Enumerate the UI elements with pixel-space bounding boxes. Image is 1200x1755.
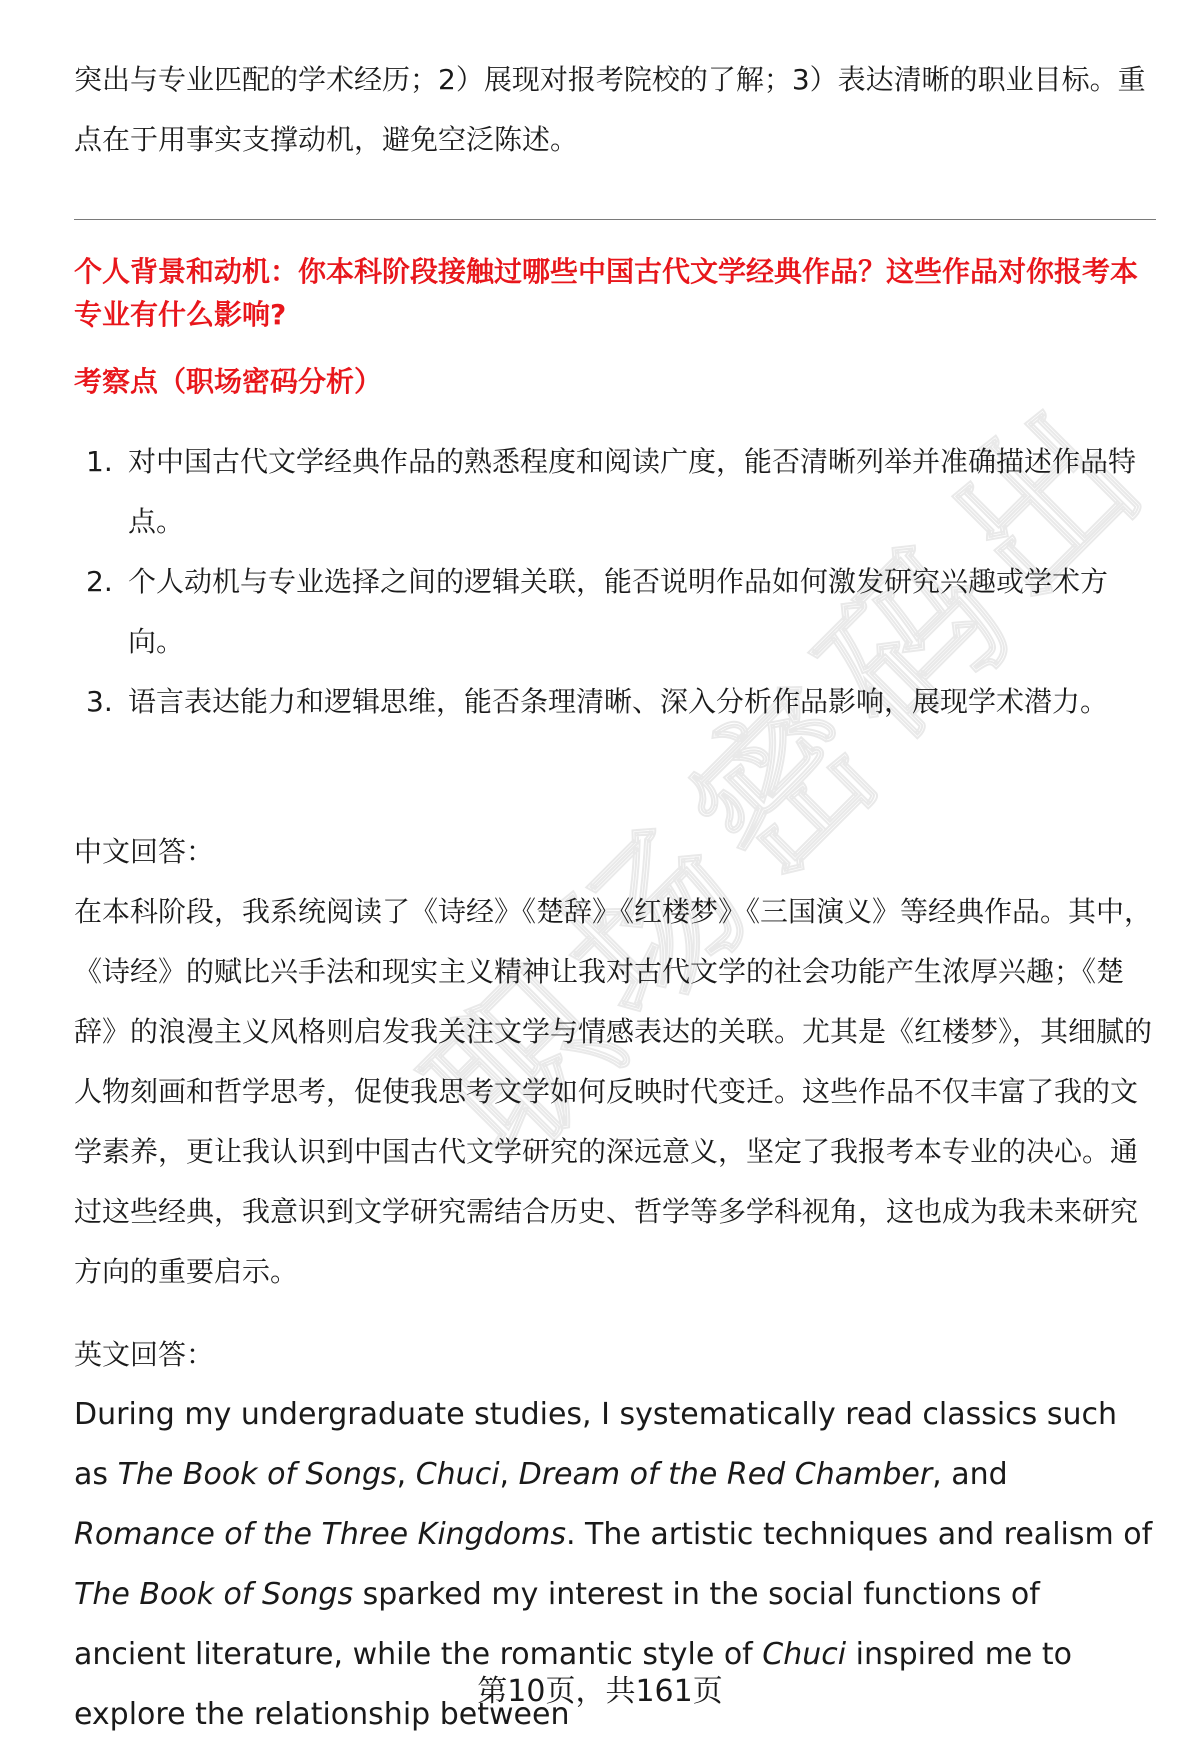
- english-text-segment: ,: [396, 1457, 416, 1492]
- book-title: Romance of the Three Kingdoms: [74, 1517, 566, 1552]
- list-item-text: 语言表达能力和逻辑思维，能否条理清晰、深入分析作品影响，展现学术潜力。: [128, 685, 1109, 718]
- list-number: 2.: [86, 565, 113, 598]
- question-heading: 个人背景和动机：你本科阶段接触过哪些中国古代文学经典作品？这些作品对你报考本专业有什么影响?: [74, 255, 1139, 331]
- book-title: The Book of Songs: [117, 1457, 397, 1492]
- watermark: 职 场 密 码 出: [394, 374, 1176, 1196]
- intro-paragraph: 突出与专业匹配的学术经历；2）展现对报考院校的了解；3）表达清晰的职业目标。重点在于用事实支撑动机，避免空泛陈述。: [74, 63, 1146, 156]
- english-text-segment: inspired me to explore the relationship between: [74, 1637, 1073, 1732]
- list-number: 1.: [86, 445, 113, 478]
- book-title: Chuci: [762, 1637, 847, 1672]
- english-text-segment: , and: [932, 1457, 1008, 1492]
- list-item-text: 个人动机与专业选择之间的逻辑关联，能否说明作品如何激发研究兴趣或学术方向。: [128, 565, 1109, 658]
- book-title: Dream of the Red Chamber: [518, 1457, 933, 1492]
- book-title: Chuci: [415, 1457, 500, 1492]
- chinese-answer-label: 中文回答：: [74, 835, 215, 868]
- list-item: [74, 432, 1156, 552]
- english-text-segment: . The artistic techniques and realism of: [565, 1517, 1153, 1552]
- section-divider: [74, 219, 1156, 220]
- page-number: 第10页，共161页: [477, 1674, 723, 1709]
- assessment-list: [74, 432, 1156, 732]
- list-item: [74, 552, 1156, 672]
- list-item-text: 对中国古代文学经典作品的熟悉程度和阅读广度，能否清晰列举并准确描述作品特点。: [128, 445, 1137, 538]
- chinese-answer-text: 在本科阶段，我系统阅读了《诗经》《楚辞》《红楼梦》《三国演义》等经典作品。其中，《诗经》的赋比兴手法和现实主义精神让我对古代文学的社会功能产生浓厚兴趣；《楚辞》的浪漫主义风格则启发我关注文学与情感表达的关联。尤其是《红楼梦》，其细腻的人物刻画和哲学思考，促使我思考文学如何反映时代变迁。这些作品不仅丰富了我的文学素养，更让我认识到中国古代文学研究的深远意义，坚定了我报考本专业的决心。通过这些经典，我意识到文学研究需结合历史、哲学等多学科视角，这也成为我未来研究方向的重要启示。: [74, 895, 1153, 1288]
- english-text-segment: During my undergraduate studies, I systematically read classics such as: [74, 1397, 1117, 1492]
- assessment-title: 考察点（职场密码分析）: [74, 365, 383, 398]
- english-text-segment: sparked my interest in the social functions of ancient literature, while the romantic style of: [74, 1577, 1040, 1672]
- list-item: [74, 672, 1156, 732]
- list-number: 3.: [86, 685, 113, 718]
- book-title: The Book of Songs: [74, 1577, 354, 1612]
- english-answer-label: 英文回答：: [74, 1338, 215, 1371]
- english-text-segment: ,: [499, 1457, 519, 1492]
